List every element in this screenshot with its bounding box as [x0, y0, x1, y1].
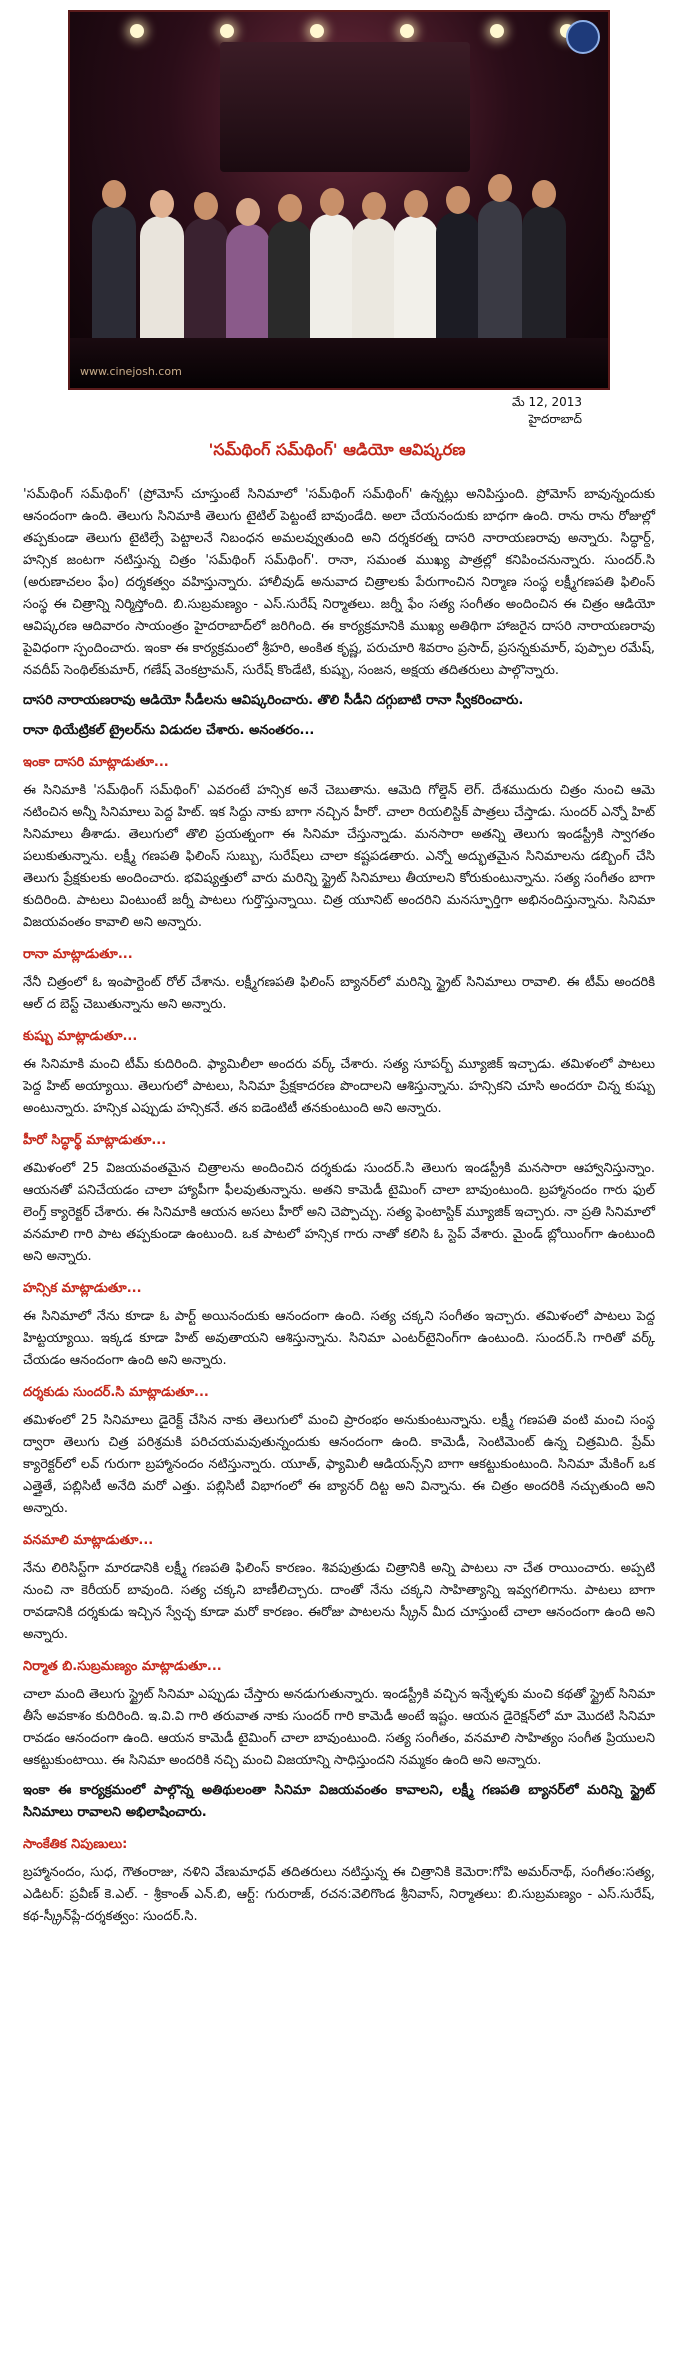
speaker-heading: సాంకేతిక నిపుణులు: — [23, 1837, 128, 1852]
body-paragraph: నేనీ చిత్రంలో ఓ ఇంపార్టెంట్ రోల్ చేశాను. లక్ష్మీగణపతి ఫిలింస్ బ్యానర్‌లో మరిన్ని స్ట్రైట్ సినిమాలు రావాలి. ఈ టీమ్ అందరికి ఆల్ ద బెస్ట్ చెబుతున్నాను అని అన్నారు. — [23, 975, 655, 1012]
body-paragraph: ఈ సినిమాకి మంచి టీమ్ కుదిరింది. ఫ్యామిలీలా అందరు వర్క్ చేశారు. సత్య సూపర్బ్ మ్యూజిక్ ఇచ్చాడు. తమిళంలో పాటలు పెద్ద హిట్ అయ్యాయి. తెలుగులో పాటలు, సినిమా ప్రేక్షకాదరణ పొందాలని ఆశిస్తున్నాను. హన్సికని చూసి అందరూ చిన్న కుష్బు అంటున్నారు. హన్సిక ఎప్పుడు హన్సికనే. తన ఐడెంటిటీ తనకుంటుంది అని అన్నారు. — [23, 1057, 655, 1116]
speaker-heading: వనమాలి మాట్లాడుతూ... — [23, 1533, 154, 1548]
article-title: 'సమ్‌థింగ్ సమ్‌థింగ్' ఆడియో ఆవిష్కరణ — [208, 440, 466, 459]
stage-floor — [70, 338, 608, 388]
body-paragraph: ఈ సినిమాకి 'సమ్‌థింగ్ సమ్‌థింగ్' ఎవరంటే హన్సిక అనే చెబుతాను. ఆమెది గోల్డెన్ లెగ్. దేశముదురు చిత్రం నుంచి ఆమె నటించిన అన్నీ సినిమాలు పెద్ద హిట్. ఇక సిద్దు నాకు బాగా నచ్చిన హీరో. చాలా రియలిస్టిక్ పాత్రలు చేస్తాడు. సుందర్ ఎన్నో హిట్ సినిమాలు తీశాడు. తెలుగులో తొలి ప్రయత్నంగా ఈ సినిమా చేస్తున్నాడు. మనసారా అతన్ని తెలుగు ఇండస్ట్రీకి స్వాగతం పలుకుతున్నాను. లక్ష్మీ గణపతి ఫిలింస్ సుబ్బు, సురేష్‌లు చాలా కష్టపడతారు. ఎన్నో అద్భుతమైన సినిమాలను డబ్బింగ్ చేసి తెలుగు ప్రేక్షకులకు అందించారు. భవిష్యత్తులో వారు మరిన్ని స్ట్రైట్ సినిమాలు తీయాలని కోరుకుంటున్నాను. సత్య సంగీతం బాగా కుదిరింది. పాటలు వింటుంటే జర్నీ పాటలు గుర్తొస్తున్నాయి. చిత్ర యూనిట్ అందరిని మనస్ఫూర్తిగా అభినందిస్తున్నాను. సినిమా విజయవంతం కావాలి అని అన్నారు. — [23, 783, 655, 930]
highlight-paragraph: రానా థియేట్రికల్ ట్రైలర్‌ను విడుదల చేశారు. అనంతరం... — [23, 723, 315, 738]
publish-date: మే 12, 2013 — [512, 395, 582, 409]
speaker-heading: హీరో సిద్ధార్థ్ మాట్లాడుతూ... — [23, 1133, 167, 1148]
stage-lights — [70, 24, 608, 34]
backdrop-screen — [220, 42, 470, 172]
speaker-heading: రానా మాట్లాడుతూ... — [23, 947, 133, 962]
body-paragraph: బ్రహ్మానందం, సుధ, గౌతంరాజు, నళిని వేణుమాధవ్ తదితరులు నటిస్తున్న ఈ చిత్రానికి కెమెరా:గోపి అమర్‌నాథ్, సంగీతం:సత్య, ఎడిటర్: ప్రవీణ్ కె.ఎల్. - శ్రీకాంత్ ఎన్.బి, ఆర్ట్: గురురాజ్, రచన:వెలిగొండ శ్రీనివాస్, నిర్మాతలు: బి.సుబ్రమణ్యం - ఎస్.సురేష్, కథ-స్క్రీన్‌ప్లే-దర్శకత్వం: సుందర్.సి. — [23, 1865, 655, 1924]
channel-logo-icon — [566, 20, 600, 54]
body-paragraph: తమిళంలో 25 విజయవంతమైన చిత్రాలను అందించిన దర్శకుడు సుందర్.సి తెలుగు ఇండస్ట్రీకి మనసారా ఆహ్వానిస్తున్నాం. ఆయనతో పనిచేయడం చాలా హ్యాపీగా ఫీలవుతున్నాను. అతని కామెడీ టైమింగ్ చాలా బావుంటుంది. బ్రహ్మానందం గారు ఫుల్ లెంగ్త్ క్యారెక్టర్ చేశారు. ఈ సినిమాకి ఆయన అసలు హీరో అని చెప్పొచ్చు. సత్య ఫెంటాస్టిక్ మ్యూజిక్ ఇచ్చారు. నా ప్రతి సినిమాలో వనమాలి గారి పాట తప్పకుండా ఉంటుంది. ఒక పాటలో హన్సిక గారు నాతో కలిసి ఓ స్టెప్ వేశారు. మైండ్ బ్లోయింగ్‌గా ఉంటుంది అని అన్నారు. — [23, 1161, 655, 1264]
highlight-paragraph: దాసరి నారాయణరావు ఆడియో సీడీలను ఆవిష్కరించారు. తొలి సీడీని దగ్గుబాటి రానా స్వీకరించారు. — [23, 693, 524, 708]
article-body — [23, 484, 655, 1936]
speaker-heading: కుష్బు మాట్లాడుతూ... — [23, 1029, 138, 1044]
body-paragraph: తమిళంలో 25 సినిమాలు డైరెక్ట్ చేసిన నాకు తెలుగులో మంచి ప్రారంభం అనుకుంటున్నాను. లక్ష్మీ గణపతి వంటి మంచి సంస్థ ద్వారా తెలుగు చిత్ర పరిశ్రమకి పరిచయమవుతున్నందుకు ఆనందంగా ఉంది. కామెడీ, సెంటిమెంట్ ఉన్న చిత్రమిది. ప్రేమ్ క్యారెక్టర్‌లో లవ్ గురుగా బ్రహ్మానందం నటిస్తున్నారు. యూత్, ఫ్యామిలీ ఆడియన్స్‌ని బాగా ఆకట్టుకుంటుంది. సినిమా మేకింగ్ ఒక ఎత్తైతే, పబ్లిసిటీ అనేది మరో ఎత్తు. పబ్లిసిటీ విభాగంలో ఈ బ్యానర్ దిట్ట అని విన్నాను. ఈ చిత్రం అందరికి నచ్చుతుంది అని అన్నారు. — [23, 1413, 655, 1516]
speaker-heading: నిర్మాత బి.సుబ్రమణ్యం మాట్లాడుతూ... — [23, 1659, 222, 1674]
body-paragraph: 'సమ్‌థింగ్ సమ్‌థింగ్' (ప్రోమోస్ చూస్తుంటే సినిమాలో 'సమ్‌థింగ్ సమ్‌థింగ్' ఉన్నట్లు అనిపిస్తుంది. ప్రోమోస్ బావున్నందుకు ఆనందంగా ఉంది. తెలుగు సినిమాకి తెలుగు టైటిల్ పెట్టంటే బావుండేది. అలా చేయనందుకు బాధగా ఉంది. రాను రాను రోజుల్లో తప్పకుండా తెలుగు టైటిల్సే పెట్టాలనే నిబంధన అమలవ్వుతుంది అని దర్శకరత్న దాసరి నారాయణరావు అన్నారు. సిద్ధార్ద్, హన్సిక జంటగా నటిస్తున్న చిత్రం 'సమ్‌థింగ్ సమ్‌థింగ్'. రానా, సమంత ముఖ్య పాత్రల్లో కనిపించనున్నారు. సుందర్.సి (అరుణాచలం ఫేం) దర్శకత్వం వహిస్తున్నారు. హాలీవుడ్ అనువాద చిత్రాలకు పేరుగాంచిన నిర్మాణ సంస్థ లక్ష్మీగణపతి ఫిలింస్ సంస్థ ఈ చిత్రాన్ని నిర్మిస్తోంది. బి.సుబ్రమణ్యం - ఎస్.సురేష్ నిర్మాతలు. జర్నీ ఫేం సత్య సంగీతం అందించిన ఈ చిత్రం ఆడియో ఆవిష్కరణ ఆదివారం సాయంత్రం హైదరాబాద్‌లో జరిగింది. ఈ కార్యక్రమానికి ముఖ్య అతిథిగా హాజరైన దాసరి నారాయణరావు పైవిధంగా స్పందించారు. ఇంకా ఈ కార్యక్రమంలో శ్రీహరి, అంకిత కృష్ణ, పరుచూరి శివరాం ప్రసాద్, ప్రసన్నకుమార్, పుప్పాల రమేష్, నవదీప్ సెంథిల్‌కుమార్, గణేష్ వెంకట్రామన్, సురేష్ కొండేటి, కుష్బు, సంజన, అక్షయ తదితరులు పాల్గొన్నారు. — [23, 487, 655, 678]
body-paragraph: నేను లిరిసిస్ట్‌గా మారడానికి లక్ష్మీ గణపతి ఫిలింస్ కారణం. శివపుత్రుడు చిత్రానికి అన్ని పాటలు నా చేత రాయించారు. అప్పటి నుంచి నా కెరీయర్ బావుంది. సత్య చక్కని బాణీలిచ్చారు. దాంతో నేను చక్కని సాహిత్యాన్ని ఇవ్వగలిగాను. పాటలు బాగా రావడానికి దర్శకుడు ఇచ్చిన స్వేచ్ఛ కూడా మరో కారణం. ఈరోజు పాటలను స్క్రీన్ మీద చూస్తుంటే చాలా ఆనందంగా ఉంది అని అన్నారు. — [23, 1561, 655, 1642]
body-paragraph: ఈ సినిమాలో నేను కూడా ఓ పార్ట్ అయినందుకు ఆనందంగా ఉంది. సత్య చక్కని సంగీతం ఇచ్చారు. తమిళంలో పాటలు పెద్ద హిట్టయ్యాయి. ఇక్కడ కూడా హిట్ అవుతాయని ఆశిస్తున్నాను. సినిమా ఎంటర్‌టైనింగ్‌గా ఉంటుంది. సుందర్.సి గారితో వర్క్ చేయడం ఆనందంగా ఉంది అని అన్నారు. — [23, 1309, 655, 1368]
speaker-heading: దర్శకుడు సుందర్.సి మాట్లాడుతూ... — [23, 1385, 209, 1400]
body-paragraph: చాలా మంది తెలుగు స్ట్రైట్ సినిమా ఎప్పుడు చేస్తారు అనడుగుతున్నారు. ఇండస్ట్రీకి వచ్చిన ఇన్నేళ్ళకు మంచి కథతో స్ట్రైట్ సినిమా తీసే అవకాశం కుదిరింది. ఇ.వి.వి గారి తరువాత నాకు సుందర్ గారి కామెడీ అంటే ఇష్టం. ఆయన డైరెక్షన్‌లో మా మొదటి సినిమా రావడం ఆనందంగా ఉంది. ఆయన కామెడీ టైమింగ్ చాలా బావుంటుంది. సత్య సంగీతం, వనమాలి సాహిత్యం సంగీత ప్రియులని ఆకట్టుకుంటాయి. ఈ సినిమా అందరికి నచ్చి మంచి విజయాన్ని సాధిస్తుందని నమ్మకం ఉంది అని అన్నారు. — [23, 1687, 655, 1768]
event-photo — [68, 10, 610, 390]
dateline — [512, 394, 582, 428]
publish-location: హైదరాబాద్ — [528, 412, 582, 426]
photo-watermark: www.cinejosh.com — [80, 365, 182, 378]
speaker-heading: హన్సిక మాట్లాడుతూ... — [23, 1281, 142, 1296]
highlight-paragraph: ఇంకా ఈ కార్యక్రమంలో పాల్గొన్న అతిథులంతా సినిమా విజయవంతం కావాలని, లక్ష్మీ గణపతి బ్యానర్‌లో మరిన్ని స్ట్రైట్ సినిమాలు రావాలని అభిలాషించారు. — [23, 1783, 655, 1820]
speaker-heading: ఇంకా దాసరి మాట్లాడుతూ... — [23, 755, 169, 770]
